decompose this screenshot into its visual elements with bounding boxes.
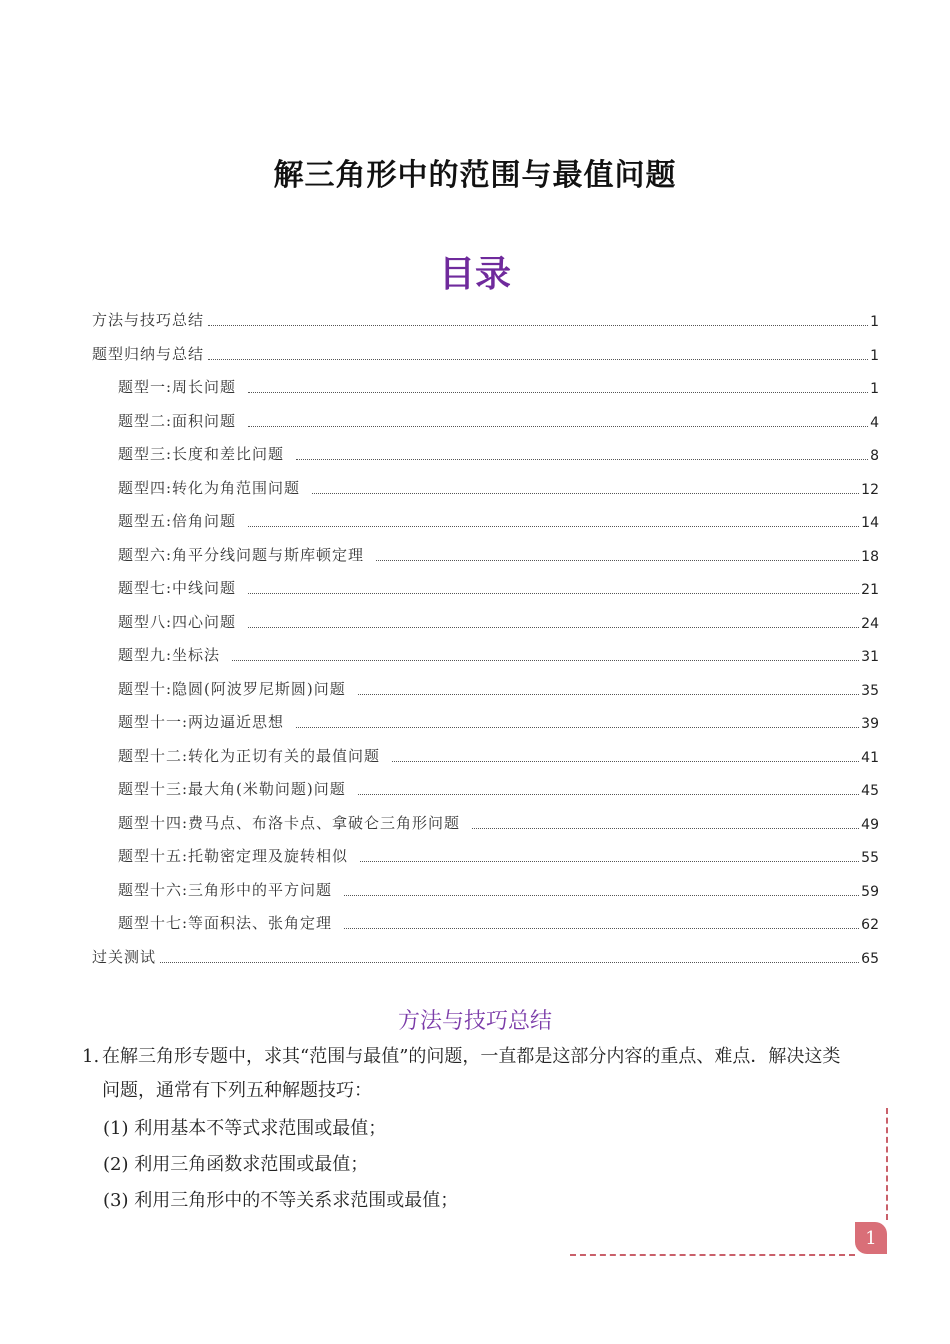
toc-dot-leader — [232, 660, 859, 661]
list-item: (2) 利用三角函数求范围或最值； — [103, 1154, 369, 1175]
toc-entry[interactable] — [92, 945, 879, 967]
toc-dot-leader — [296, 459, 868, 460]
toc-entry-page: 1 — [870, 381, 879, 397]
paragraph-number: 1. — [82, 1046, 100, 1067]
toc-dot-leader — [360, 861, 859, 862]
toc-entry-label: 题型四:转化为角范围问题 — [118, 478, 301, 497]
toc-entry-page: 62 — [861, 917, 879, 933]
toc-entry[interactable] — [118, 610, 879, 632]
toc-dot-leader — [392, 761, 859, 762]
toc-entry-page: 49 — [861, 816, 879, 833]
toc-entry[interactable] — [92, 308, 879, 330]
toc-entry-label: 题型十一:两边逼近思想 — [118, 713, 285, 731]
toc-entry-page: 18 — [861, 548, 879, 565]
toc-entry-page: 35 — [861, 682, 879, 699]
toc-heading: 目录 — [438, 254, 511, 295]
toc-entry-page: 14 — [861, 515, 879, 531]
toc-dot-leader — [358, 694, 859, 695]
toc-entry-page: 45 — [861, 783, 879, 799]
toc-entry-label: 题型五:倍角问题 — [118, 512, 237, 530]
toc-dot-leader — [248, 627, 859, 628]
toc-entry-page: 41 — [861, 749, 879, 766]
toc-dot-leader — [344, 895, 859, 896]
toc-entry[interactable] — [118, 878, 879, 900]
toc-entry[interactable] — [118, 409, 879, 431]
toc-entry-label: 题型七:中线问题 — [118, 579, 237, 597]
toc-entry[interactable] — [118, 375, 879, 397]
toc-entry-label: 方法与技巧总结 — [92, 311, 205, 329]
toc-dot-leader — [248, 426, 868, 427]
toc-entry-label: 题型九:坐标法 — [118, 646, 221, 664]
toc-entry-page: 55 — [861, 850, 879, 866]
toc-dot-leader — [312, 493, 859, 494]
toc-dot-leader — [248, 392, 868, 393]
paragraph-line: 问题，通常有下列五种解题技巧： — [102, 1080, 372, 1101]
toc-entry-label: 题型十七:等面积法、张角定理 — [118, 914, 333, 932]
toc-entry[interactable] — [118, 543, 879, 565]
toc-dot-leader — [208, 325, 868, 326]
toc-entry[interactable] — [118, 811, 879, 833]
toc-entry-label: 题型十四:费马点、布洛卡点、拿破仑三角形问题 — [118, 813, 461, 832]
document-title: 解三角形中的范围与最值问题 — [273, 158, 677, 193]
toc-entry[interactable] — [118, 777, 879, 799]
toc-entry-label: 题型十:隐圆(阿波罗尼斯圆)问题 — [118, 679, 346, 698]
toc-entry-label: 题型十六:三角形中的平方问题 — [118, 880, 333, 899]
toc-entry-label: 题型十五:托勒密定理及旋转相似 — [118, 847, 349, 865]
toc-entry-label: 题型一:周长问题 — [118, 378, 237, 396]
toc-entry-label: 题型三:长度和差比问题 — [118, 445, 285, 463]
paragraph-line: 在解三角形专题中，求其“范围与最值”的问题，一直都是这部分内容的重点、难点．解决这类 — [102, 1046, 841, 1067]
toc-entry[interactable] — [118, 576, 879, 598]
toc-entry-page: 4 — [870, 414, 879, 431]
toc-dot-leader — [160, 962, 859, 963]
page-number-badge: 1 — [855, 1222, 887, 1254]
list-item: (1) 利用基本不等式求范围或最值； — [103, 1118, 387, 1139]
toc-entry[interactable] — [118, 844, 879, 866]
toc-entry-page: 31 — [861, 649, 879, 665]
toc-dot-leader — [296, 727, 859, 728]
toc-entry[interactable] — [118, 744, 879, 766]
toc-entry[interactable] — [118, 643, 879, 665]
toc-entry-page: 59 — [861, 883, 879, 900]
toc-dot-leader — [248, 593, 859, 594]
toc-entry-page: 1 — [870, 314, 879, 330]
toc-entry-page: 12 — [861, 481, 879, 498]
toc-entry-page: 1 — [870, 347, 879, 364]
toc-entry[interactable] — [118, 509, 879, 531]
section-heading: 方法与技巧总结 — [397, 1009, 552, 1034]
toc-entry-label: 题型十二:转化为正切有关的最值问题 — [118, 746, 381, 765]
toc-entry-label: 题型六:角平分线问题与斯库顿定理 — [118, 545, 365, 564]
toc-dot-leader — [344, 928, 859, 929]
list-item: (3) 利用三角形中的不等关系求范围或最值； — [103, 1190, 459, 1211]
toc-entry-page: 8 — [870, 448, 879, 464]
toc-dot-leader — [208, 359, 868, 360]
toc-entry-label: 题型十三:最大角(米勒问题)问题 — [118, 780, 346, 798]
toc-entry-page: 24 — [861, 615, 879, 632]
toc-entry-page: 21 — [861, 582, 879, 598]
toc-entry-label: 题型八:四心问题 — [118, 612, 237, 631]
toc-dot-leader — [472, 828, 859, 829]
toc-dot-leader — [248, 526, 859, 527]
toc-dot-leader — [358, 794, 859, 795]
toc-entry-page: 39 — [861, 716, 879, 732]
toc-entry[interactable] — [118, 710, 879, 732]
toc-entry[interactable] — [92, 342, 879, 364]
toc-entry[interactable] — [118, 677, 879, 699]
toc-entry[interactable] — [118, 476, 879, 498]
page-corner-dashed-border — [886, 1108, 888, 1220]
toc-entry[interactable] — [118, 442, 879, 464]
toc-entry-label: 题型归纳与总结 — [92, 344, 205, 363]
toc-entry-label: 过关测试 — [92, 947, 157, 966]
page-corner-dashed-border — [570, 1254, 855, 1256]
toc-entry-label: 题型二:面积问题 — [118, 411, 237, 430]
toc-entry[interactable] — [118, 911, 879, 933]
toc-entry-page: 65 — [861, 950, 879, 967]
toc-dot-leader — [376, 560, 859, 561]
